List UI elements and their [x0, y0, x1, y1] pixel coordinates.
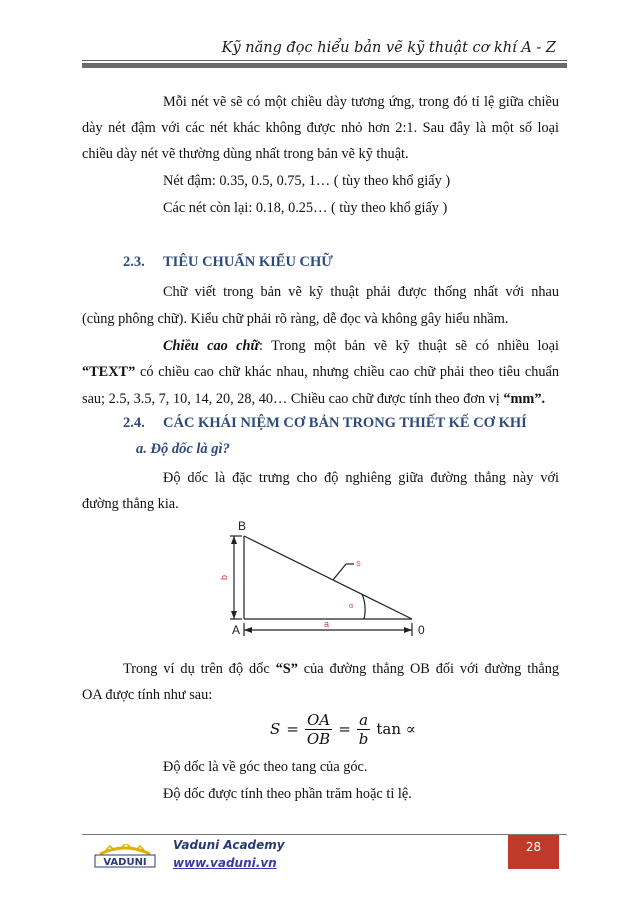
label-O: 0 [418, 623, 425, 637]
para3-line2 [82, 362, 559, 382]
slope-formula [270, 709, 416, 749]
label-A: A [232, 623, 241, 637]
section-2-3-title: TIÊU CHUẨN KIỂU CHỮ [163, 254, 333, 270]
hypotenuse-line [244, 536, 412, 619]
logo-text: VADUNI [103, 857, 147, 868]
fraction-numerator-oa: OA [306, 710, 331, 729]
leader-line [333, 564, 346, 580]
fraction-oa-ob [305, 711, 332, 748]
para1-line2: dày nét đậm với các nét khác không được nhỏ hơn 2:1. Sau đây là một số loại [82, 120, 559, 136]
label-b: b [219, 574, 229, 580]
slope-diagram [218, 514, 438, 642]
other-line-spec: Các nét còn lại: 0.18, 0.25… ( tùy theo khổ giấy ) [163, 200, 448, 216]
para2-line1: Chữ viết trong bản vẽ kỹ thuật phải được thống nhất với nhau [163, 284, 559, 300]
s-word: “S” [275, 661, 298, 677]
para1-line1: Mỗi nét vẽ sẽ có một chiều dày tương ứng, trong đó tỉ lệ giữa chiều [163, 94, 559, 110]
para4-line2: đường thẳng kia. [82, 496, 179, 512]
page-number: 28 [508, 835, 559, 869]
thick-line-spec: Nét đậm: 0.35, 0.5, 0.75, 1… ( tùy theo khổ giấy ) [163, 173, 451, 189]
para5-line2: OA được tính như sau: [82, 687, 213, 703]
text-height-label: Chiều cao chữ [163, 338, 260, 354]
fraction-denominator-ob: OB [306, 729, 331, 748]
para3-line1 [163, 336, 559, 356]
footer-rule [82, 834, 567, 835]
para4-line1: Độ dốc là đặc trưng cho độ nghiêng giữa đường thẳng này với [163, 470, 559, 486]
section-2-4-number: 2.4. [123, 415, 145, 431]
para1-line3: chiều dày nét vẽ thường dùng nhất trong bản vẽ kỹ thuật. [82, 146, 409, 162]
para5-line1-rest: của đường thẳng OB đối với đường thẳng [297, 661, 559, 677]
unit-mm: “mm”. [503, 391, 546, 407]
section-2-4-title: CÁC KHÁI NIỆM CƠ BẢN TRONG THIẾT KẾ CƠ KHÍ [163, 415, 527, 431]
text-word: “TEXT” [82, 364, 136, 380]
para5-line1 [123, 659, 559, 679]
footer-website-link[interactable]: www.vaduni.vn [173, 856, 277, 870]
subheading-a: a. Độ dốc là gì? [136, 441, 230, 457]
formula-eq1: = [286, 720, 299, 738]
formula-eq2: = [338, 720, 351, 738]
label-S: S [356, 561, 361, 568]
para3-line3-start: sau; 2.5, 3.5, 7, 10, 14, 20, 28, 40… Chiều cao chữ được tính theo đơn vị [82, 391, 504, 407]
header-rule-thin [82, 60, 567, 61]
para5-line1-start: Trong ví dụ trên độ dốc [123, 661, 276, 677]
footer-academy-name: Vaduni Academy [173, 838, 285, 852]
para3-line3 [82, 389, 545, 409]
para3-line2-rest: có chiều cao chữ khác nhau, nhưng chiều cao chữ phải theo tiêu chuẩn [135, 364, 559, 380]
formula-s: S [270, 720, 281, 738]
label-a: a [324, 619, 330, 629]
fraction-denominator-b: b [358, 729, 369, 748]
fraction-numerator-a: a [359, 710, 369, 729]
angle-arc [362, 594, 365, 619]
vaduni-logo [92, 844, 158, 868]
para2-line2: (cùng phông chữ). Kiểu chữ phải rõ ràng, dễ đọc và không gây hiểu nhầm. [82, 311, 509, 327]
running-header: Kỹ năng đọc hiểu bản vẽ kỹ thuật cơ khí A - Z [221, 40, 556, 56]
label-B: B [238, 519, 247, 533]
slope-tangent-text: Độ dốc là về góc theo tang của góc. [163, 759, 368, 775]
formula-tan: tan ∝ [376, 720, 416, 738]
slope-percent-text: Độ dốc được tính theo phần trăm hoặc tỉ lệ. [163, 786, 412, 802]
section-2-3-number: 2.3. [123, 254, 145, 270]
label-alpha: α [349, 603, 354, 610]
header-rule-thick [82, 63, 567, 68]
para3-line1-rest: : Trong một bản vẽ kỹ thuật sẽ có nhiều loại [259, 338, 559, 354]
fraction-a-b [357, 711, 371, 748]
